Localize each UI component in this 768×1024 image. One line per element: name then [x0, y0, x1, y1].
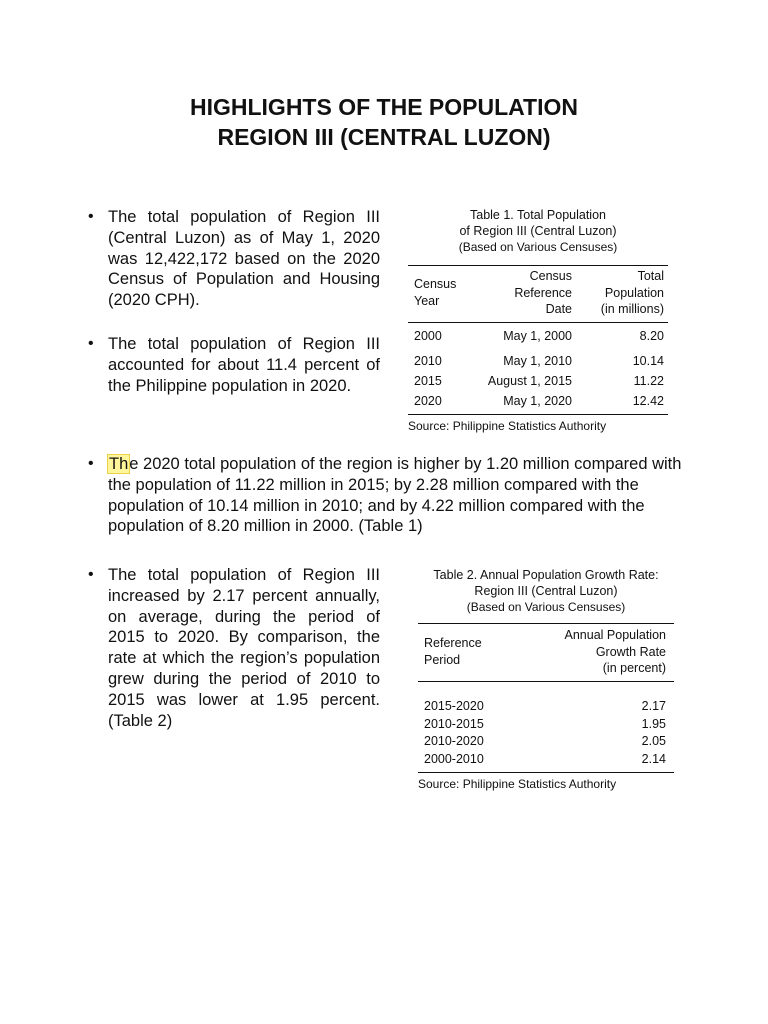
header-reference-period	[418, 624, 534, 681]
header-text: Annual Population	[564, 628, 666, 642]
table-2-growth-rate	[418, 567, 674, 791]
cell-total-population: 12.42	[632, 393, 664, 408]
cell-reference-date: May 1, 2010	[503, 353, 572, 368]
bullet-share-of-philippines	[88, 334, 380, 396]
table-row	[418, 715, 674, 733]
title-line-1: HIGHLIGHTS OF THE POPULATION	[189, 94, 578, 120]
cell-reference-period: 2015-2020	[424, 699, 484, 714]
cell-reference-period: 2000-2010	[424, 751, 484, 766]
table-row	[408, 351, 668, 371]
cell-reference-date: August 1, 2015	[487, 373, 572, 388]
cell-growth-rate: 1.95	[641, 716, 666, 731]
table-1-caption-3: (Based on Various Censuses)	[458, 240, 618, 254]
table-1-source: Source: Philippine Statistics Authority	[408, 418, 607, 433]
cell-census-year: 2000	[414, 328, 442, 343]
header-text: Year	[414, 293, 440, 308]
table-1-bottom-rule	[408, 414, 668, 415]
table-2-mid-rule	[418, 681, 674, 682]
cell-reference-date: May 1, 2000	[503, 328, 572, 343]
table-row	[408, 371, 668, 391]
header-text: Census	[414, 277, 457, 292]
title-line-2: REGION III (CENTRAL LUZON)	[217, 124, 551, 150]
header-growth-rate	[534, 624, 674, 681]
highlighted-text: Th	[109, 455, 129, 473]
cell-census-year: 2010	[414, 353, 442, 368]
table-1-caption: Table 1. Total Population	[470, 208, 606, 222]
cell-reference-period: 2010-2015	[424, 716, 484, 731]
cell-reference-date: May 1, 2020	[503, 393, 572, 408]
bullet-text: The total population of Region III accounted for about 11.4 percent of the Philippine population in 2020.	[108, 335, 380, 395]
table-1-mid-rule	[408, 322, 668, 323]
table-2-caption-3: (Based on Various Censuses)	[466, 600, 626, 614]
header-text: (in percent)	[602, 661, 666, 675]
page-title	[0, 92, 768, 152]
cell-reference-period: 2010-2020	[424, 734, 484, 749]
header-reference-date	[484, 266, 572, 322]
header-text: Growth Rate	[595, 644, 666, 659]
table-2-caption-2: Region III (Central Luzon)	[474, 584, 618, 598]
bullet-text: The total population of Region III (Central Luzon) as of May 1, 2020 was 12,422,172 based on the 2020 Census of Population and Housing (2020 CPH).	[108, 208, 380, 310]
table-1-body	[408, 329, 668, 411]
bullet-text: e 2020 total population of the region is higher by 1.20 million compared with the population of 11.22 million in 2015; by 2.28 million compared with the population of 10.14 million in 2010; and by 4.22 million compared with the population of 8.20 million in 2000. (Table 1)	[108, 455, 682, 536]
header-text: Reference	[424, 636, 482, 651]
table-2-source: Source: Philippine Statistics Authority	[418, 776, 617, 791]
bullet-dot: •	[88, 208, 94, 225]
bullet-growth-rate	[88, 565, 380, 731]
bullet-text: The total population of Region III increased by 2.17 percent annually, on average, during the period of 2015 to 2020. By comparison, the rate at which the region’s population grew during the period of 2010 to 2015 was lower at 1.95 percent. (Table 2)	[108, 566, 380, 730]
cell-growth-rate: 2.14	[641, 751, 666, 766]
table-2-header	[418, 624, 674, 681]
table-row	[408, 391, 668, 411]
cell-total-population: 8.20	[639, 328, 664, 343]
header-text: Census	[529, 269, 572, 283]
header-total-population	[572, 266, 668, 322]
bullet-total-population	[88, 207, 380, 311]
table-2-bottom-rule	[418, 772, 674, 773]
table-1-header	[408, 266, 668, 322]
cell-total-population: 10.14	[632, 353, 664, 368]
header-text: Population	[604, 285, 664, 300]
table-row	[408, 329, 668, 351]
header-text: Period	[424, 652, 461, 667]
header-text: Reference	[514, 285, 572, 300]
bullet-dot: •	[88, 335, 94, 352]
header-text: (in millions)	[600, 302, 664, 316]
table-1-caption-2: of Region III (Central Luzon)	[459, 224, 617, 238]
table-2-body	[418, 698, 674, 768]
header-text: Date	[545, 302, 572, 316]
table-row	[418, 698, 674, 716]
cell-growth-rate: 2.05	[641, 734, 666, 749]
table-1-total-population	[408, 207, 668, 433]
table-row	[418, 733, 674, 751]
table-2-caption: Table 2. Annual Population Growth Rate:	[433, 568, 659, 582]
header-census-year	[408, 266, 484, 322]
bullet-dot: •	[88, 566, 94, 583]
header-text: Total	[637, 269, 664, 283]
cell-growth-rate: 2.17	[641, 699, 666, 714]
cell-census-year: 2020	[414, 393, 442, 408]
bullet-dot: •	[88, 455, 94, 472]
cell-total-population: 11.22	[633, 373, 664, 388]
bullet-population-comparison	[88, 454, 683, 537]
table-row	[418, 750, 674, 768]
cell-census-year: 2015	[414, 373, 442, 388]
